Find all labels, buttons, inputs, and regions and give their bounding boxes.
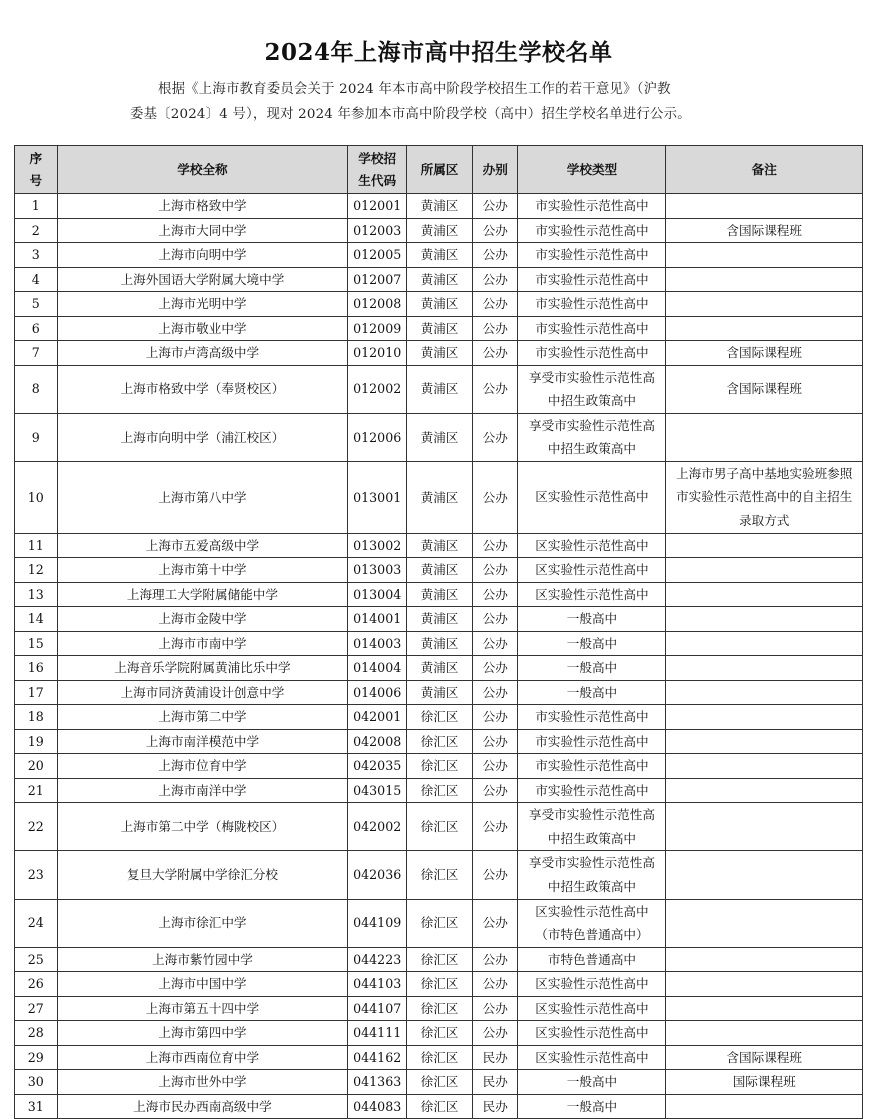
cell-owner-type: 公办: [472, 778, 518, 803]
table-row: [15, 267, 863, 292]
cell-remark: [666, 705, 863, 730]
cell-school-name: 上海市南洋中学: [57, 778, 348, 803]
table-row: [15, 533, 863, 558]
cell-remark: [666, 803, 863, 851]
cell-seq: 1: [15, 194, 58, 219]
cell-district: 黄浦区: [407, 413, 473, 461]
cell-remark: [666, 754, 863, 779]
cell-owner-type: 公办: [472, 631, 518, 656]
cell-district: 黄浦区: [407, 607, 473, 632]
cell-district: 徐汇区: [407, 705, 473, 730]
cell-remark: [666, 680, 863, 705]
cell-seq: 4: [15, 267, 58, 292]
cell-school-type: 一般高中: [518, 680, 666, 705]
cell-district: 徐汇区: [407, 803, 473, 851]
table-header-row: [15, 146, 863, 194]
cell-district: 徐汇区: [407, 1045, 473, 1070]
table-row: [15, 1021, 863, 1046]
table-row: [15, 243, 863, 268]
table-row: [15, 899, 863, 947]
cell-seq: 12: [15, 558, 58, 583]
cell-school-type: 市实验性示范性高中: [518, 778, 666, 803]
table-row: [15, 461, 863, 533]
cell-remark: [666, 851, 863, 899]
cell-school-type: 区实验性示范性高中: [518, 996, 666, 1021]
cell-school-type: 一般高中: [518, 631, 666, 656]
cell-school-type: 区实验性示范性高中: [518, 461, 666, 533]
cell-district: 黄浦区: [407, 243, 473, 268]
table-row: [15, 218, 863, 243]
cell-owner-type: 公办: [472, 558, 518, 583]
cell-owner-type: 公办: [472, 1021, 518, 1046]
cell-district: 黄浦区: [407, 341, 473, 366]
cell-school-name: 上海市第二中学: [57, 705, 348, 730]
cell-school-code: 042035: [348, 754, 407, 779]
cell-school-name: 上海市大同中学: [57, 218, 348, 243]
cell-school-type: 享受市实验性示范性高中招生政策高中: [518, 851, 666, 899]
cell-district: 黄浦区: [407, 680, 473, 705]
cell-owner-type: 公办: [472, 292, 518, 317]
cell-school-type: 区实验性示范性高中: [518, 972, 666, 997]
cell-owner-type: 公办: [472, 341, 518, 366]
cell-school-code: 013001: [348, 461, 407, 533]
cell-remark: [666, 899, 863, 947]
cell-remark: [666, 292, 863, 317]
table-row: [15, 729, 863, 754]
cell-district: 黄浦区: [407, 365, 473, 413]
cell-seq: 19: [15, 729, 58, 754]
cell-owner-type: 公办: [472, 656, 518, 681]
cell-owner-type: 民办: [472, 1070, 518, 1095]
cell-school-code: 043015: [348, 778, 407, 803]
header-name: 学校全称: [57, 146, 348, 194]
cell-school-name: 上海市同济黄浦设计创意中学: [57, 680, 348, 705]
cell-remark: [666, 194, 863, 219]
cell-school-code: 012007: [348, 267, 407, 292]
cell-school-name: 上海市五爱高级中学: [57, 533, 348, 558]
cell-owner-type: 公办: [472, 413, 518, 461]
cell-school-code: 044111: [348, 1021, 407, 1046]
cell-school-name: 上海市向明中学: [57, 243, 348, 268]
cell-remark: [666, 267, 863, 292]
table-row: [15, 631, 863, 656]
cell-district: 徐汇区: [407, 947, 473, 972]
cell-remark: [666, 729, 863, 754]
cell-school-name: 上海市中国中学: [57, 972, 348, 997]
table-row: [15, 778, 863, 803]
cell-school-name: 上海音乐学院附属黄浦比乐中学: [57, 656, 348, 681]
cell-district: 黄浦区: [407, 316, 473, 341]
cell-school-name: 上海市第十中学: [57, 558, 348, 583]
cell-owner-type: 公办: [472, 533, 518, 558]
cell-remark: [666, 1094, 863, 1119]
cell-school-type: 市实验性示范性高中: [518, 218, 666, 243]
cell-school-name: 上海市徐汇中学: [57, 899, 348, 947]
cell-school-type: 一般高中: [518, 1094, 666, 1119]
cell-seq: 31: [15, 1094, 58, 1119]
cell-seq: 3: [15, 243, 58, 268]
cell-district: 徐汇区: [407, 754, 473, 779]
cell-school-name: 上海市南洋模范中学: [57, 729, 348, 754]
cell-owner-type: 公办: [472, 461, 518, 533]
table-row: [15, 1094, 863, 1119]
table-row: [15, 680, 863, 705]
cell-remark: [666, 631, 863, 656]
cell-school-name: 复旦大学附属中学徐汇分校: [57, 851, 348, 899]
cell-remark: 含国际课程班: [666, 365, 863, 413]
cell-owner-type: 公办: [472, 729, 518, 754]
cell-school-code: 013004: [348, 582, 407, 607]
table-row: [15, 803, 863, 851]
cell-seq: 17: [15, 680, 58, 705]
cell-school-name: 上海市格致中学: [57, 194, 348, 219]
cell-remark: [666, 656, 863, 681]
cell-school-name: 上海市第四中学: [57, 1021, 348, 1046]
cell-seq: 28: [15, 1021, 58, 1046]
cell-seq: 23: [15, 851, 58, 899]
table-row: [15, 1070, 863, 1095]
school-list-table: [14, 145, 863, 1119]
cell-seq: 21: [15, 778, 58, 803]
intro-line-2: 委基〔2024〕4 号），现对 2024 年参加本市高中阶段学校（高中）招生学校名单进行公示。: [130, 107, 691, 122]
header-remark: 备注: [666, 146, 863, 194]
cell-school-name: 上海市卢湾高级中学: [57, 341, 348, 366]
cell-school-name: 上海市向明中学（浦江校区）: [57, 413, 348, 461]
cell-school-name: 上海市第八中学: [57, 461, 348, 533]
table-row: [15, 194, 863, 219]
cell-school-type: 区实验性示范性高中: [518, 1045, 666, 1070]
cell-school-code: 012010: [348, 341, 407, 366]
cell-school-code: 014001: [348, 607, 407, 632]
cell-owner-type: 公办: [472, 754, 518, 779]
cell-seq: 15: [15, 631, 58, 656]
cell-school-type: 享受市实验性示范性高中招生政策高中: [518, 365, 666, 413]
cell-remark: [666, 947, 863, 972]
cell-seq: 29: [15, 1045, 58, 1070]
cell-seq: 25: [15, 947, 58, 972]
table-row: [15, 607, 863, 632]
cell-district: 徐汇区: [407, 1094, 473, 1119]
cell-remark: [666, 1021, 863, 1046]
cell-school-code: 013002: [348, 533, 407, 558]
cell-school-type: 市实验性示范性高中: [518, 243, 666, 268]
cell-school-code: 012002: [348, 365, 407, 413]
cell-district: 黄浦区: [407, 631, 473, 656]
table-row: [15, 558, 863, 583]
cell-school-code: 012003: [348, 218, 407, 243]
cell-school-type: 市实验性示范性高中: [518, 705, 666, 730]
cell-remark: [666, 996, 863, 1021]
table-row: [15, 1045, 863, 1070]
cell-district: 徐汇区: [407, 899, 473, 947]
cell-school-type: 市实验性示范性高中: [518, 267, 666, 292]
cell-district: 徐汇区: [407, 729, 473, 754]
cell-school-code: 044162: [348, 1045, 407, 1070]
cell-school-type: 市实验性示范性高中: [518, 292, 666, 317]
cell-school-name: 上海市金陵中学: [57, 607, 348, 632]
cell-district: 徐汇区: [407, 851, 473, 899]
cell-district: 黄浦区: [407, 533, 473, 558]
cell-seq: 30: [15, 1070, 58, 1095]
cell-school-type: 区实验性示范性高中: [518, 1021, 666, 1046]
table-row: [15, 996, 863, 1021]
cell-seq: 6: [15, 316, 58, 341]
cell-school-name: 上海理工大学附属储能中学: [57, 582, 348, 607]
cell-owner-type: 公办: [472, 972, 518, 997]
cell-remark: [666, 972, 863, 997]
cell-seq: 14: [15, 607, 58, 632]
cell-school-name: 上海市市南中学: [57, 631, 348, 656]
table-row: [15, 972, 863, 997]
cell-remark: 上海市男子高中基地实验班参照市实验性示范性高中的自主招生录取方式: [666, 461, 863, 533]
cell-owner-type: 民办: [472, 1094, 518, 1119]
cell-district: 徐汇区: [407, 778, 473, 803]
cell-seq: 13: [15, 582, 58, 607]
header-code: 学校招生代码: [348, 146, 407, 194]
cell-district: 黄浦区: [407, 558, 473, 583]
cell-district: 徐汇区: [407, 996, 473, 1021]
cell-owner-type: 公办: [472, 582, 518, 607]
header-school-type: 学校类型: [518, 146, 666, 194]
cell-school-type: 区实验性示范性高中: [518, 533, 666, 558]
cell-remark: 含国际课程班: [666, 218, 863, 243]
table-row: [15, 316, 863, 341]
cell-owner-type: 公办: [472, 194, 518, 219]
page-title: 2024年上海市高中招生学校名单: [264, 39, 613, 66]
cell-remark: [666, 778, 863, 803]
cell-school-code: 044107: [348, 996, 407, 1021]
cell-school-type: 享受市实验性示范性高中招生政策高中: [518, 803, 666, 851]
cell-owner-type: 公办: [472, 899, 518, 947]
table-row: [15, 341, 863, 366]
cell-school-type: 市实验性示范性高中: [518, 341, 666, 366]
cell-owner-type: 公办: [472, 947, 518, 972]
cell-owner-type: 民办: [472, 1045, 518, 1070]
cell-district: 黄浦区: [407, 582, 473, 607]
cell-remark: 含国际课程班: [666, 1045, 863, 1070]
cell-owner-type: 公办: [472, 851, 518, 899]
cell-school-type: 区实验性示范性高中: [518, 558, 666, 583]
cell-district: 黄浦区: [407, 292, 473, 317]
cell-school-type: 一般高中: [518, 656, 666, 681]
cell-seq: 18: [15, 705, 58, 730]
cell-school-name: 上海市第二中学（梅陇校区）: [57, 803, 348, 851]
cell-owner-type: 公办: [472, 996, 518, 1021]
table-row: [15, 582, 863, 607]
cell-remark: 含国际课程班: [666, 341, 863, 366]
cell-school-code: 012009: [348, 316, 407, 341]
cell-school-type: 市实验性示范性高中: [518, 729, 666, 754]
cell-school-code: 044083: [348, 1094, 407, 1119]
cell-school-type: 市实验性示范性高中: [518, 754, 666, 779]
table-row: [15, 754, 863, 779]
cell-school-type: 市实验性示范性高中: [518, 194, 666, 219]
cell-school-name: 上海市位育中学: [57, 754, 348, 779]
cell-district: 黄浦区: [407, 267, 473, 292]
cell-remark: [666, 607, 863, 632]
cell-seq: 22: [15, 803, 58, 851]
cell-school-type: 一般高中: [518, 1070, 666, 1095]
cell-school-name: 上海市格致中学（奉贤校区）: [57, 365, 348, 413]
cell-owner-type: 公办: [472, 267, 518, 292]
cell-school-code: 012006: [348, 413, 407, 461]
cell-seq: 9: [15, 413, 58, 461]
cell-remark: [666, 558, 863, 583]
cell-owner-type: 公办: [472, 803, 518, 851]
cell-school-name: 上海市第五十四中学: [57, 996, 348, 1021]
cell-school-code: 012001: [348, 194, 407, 219]
cell-school-code: 042036: [348, 851, 407, 899]
cell-district: 黄浦区: [407, 194, 473, 219]
cell-seq: 8: [15, 365, 58, 413]
cell-seq: 24: [15, 899, 58, 947]
cell-school-code: 042008: [348, 729, 407, 754]
cell-school-name: 上海市光明中学: [57, 292, 348, 317]
cell-remark: [666, 582, 863, 607]
cell-school-code: 012005: [348, 243, 407, 268]
cell-owner-type: 公办: [472, 218, 518, 243]
cell-seq: 27: [15, 996, 58, 1021]
table-row: [15, 947, 863, 972]
cell-school-code: 014006: [348, 680, 407, 705]
cell-school-type: 享受市实验性示范性高中招生政策高中: [518, 413, 666, 461]
table-row: [15, 365, 863, 413]
cell-owner-type: 公办: [472, 680, 518, 705]
cell-school-name: 上海市世外中学: [57, 1070, 348, 1095]
cell-seq: 20: [15, 754, 58, 779]
cell-school-code: 041363: [348, 1070, 407, 1095]
cell-school-name: 上海市敬业中学: [57, 316, 348, 341]
table-row: [15, 705, 863, 730]
cell-owner-type: 公办: [472, 607, 518, 632]
cell-seq: 16: [15, 656, 58, 681]
cell-owner-type: 公办: [472, 705, 518, 730]
cell-district: 徐汇区: [407, 1070, 473, 1095]
cell-school-code: 044109: [348, 899, 407, 947]
intro-line-1: 根据《上海市教育委员会关于 2024 年本市高中阶段学校招生工作的若干意见》（沪教: [158, 82, 671, 97]
cell-remark: [666, 316, 863, 341]
cell-remark: [666, 243, 863, 268]
cell-owner-type: 公办: [472, 365, 518, 413]
cell-school-name: 上海外国语大学附属大境中学: [57, 267, 348, 292]
cell-school-name: 上海市紫竹园中学: [57, 947, 348, 972]
cell-school-code: 013003: [348, 558, 407, 583]
cell-seq: 11: [15, 533, 58, 558]
cell-seq: 7: [15, 341, 58, 366]
cell-school-type: 区实验性示范性高中: [518, 582, 666, 607]
cell-school-type: 一般高中: [518, 607, 666, 632]
cell-school-name: 上海市西南位育中学: [57, 1045, 348, 1070]
cell-district: 黄浦区: [407, 461, 473, 533]
cell-school-type: 市特色普通高中: [518, 947, 666, 972]
table-row: [15, 851, 863, 899]
header-owner: 办别: [472, 146, 518, 194]
cell-district: 徐汇区: [407, 1021, 473, 1046]
cell-school-name: 上海市民办西南高级中学: [57, 1094, 348, 1119]
cell-seq: 26: [15, 972, 58, 997]
cell-district: 黄浦区: [407, 656, 473, 681]
cell-owner-type: 公办: [472, 316, 518, 341]
cell-school-type: 市实验性示范性高中: [518, 316, 666, 341]
cell-school-code: 042002: [348, 803, 407, 851]
cell-school-code: 012008: [348, 292, 407, 317]
cell-seq: 2: [15, 218, 58, 243]
table-body: [15, 194, 863, 1119]
header-seq: 序号: [15, 146, 58, 194]
cell-school-code: 014003: [348, 631, 407, 656]
cell-school-code: 014004: [348, 656, 407, 681]
cell-school-code: 044223: [348, 947, 407, 972]
cell-district: 徐汇区: [407, 972, 473, 997]
table-row: [15, 292, 863, 317]
table-row: [15, 656, 863, 681]
cell-remark: [666, 533, 863, 558]
table-row: [15, 413, 863, 461]
cell-school-code: 042001: [348, 705, 407, 730]
cell-remark: 国际课程班: [666, 1070, 863, 1095]
cell-remark: [666, 413, 863, 461]
cell-school-code: 044103: [348, 972, 407, 997]
cell-school-type: 区实验性示范性高中（市特色普通高中）: [518, 899, 666, 947]
cell-seq: 5: [15, 292, 58, 317]
header-district: 所属区: [407, 146, 473, 194]
cell-seq: 10: [15, 461, 58, 533]
cell-district: 黄浦区: [407, 218, 473, 243]
cell-owner-type: 公办: [472, 243, 518, 268]
